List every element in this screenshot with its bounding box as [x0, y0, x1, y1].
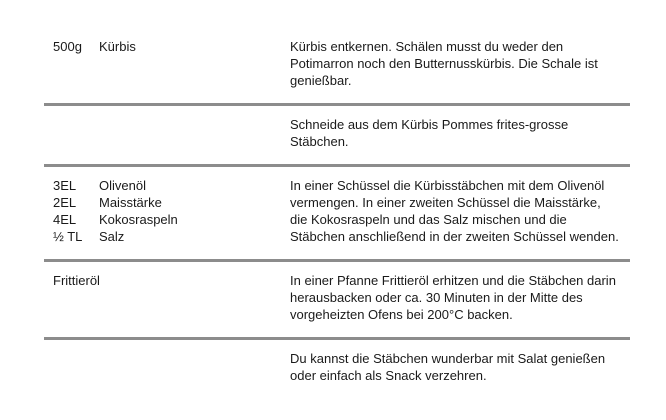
recipe-step	[44, 337, 630, 398]
ingredient-amount: 4EL	[53, 212, 77, 227]
recipe-step	[44, 28, 630, 103]
ingredient-name: Maisstärke	[99, 195, 162, 210]
ingredient-item	[53, 272, 290, 289]
ingredient-item	[53, 177, 290, 194]
step-instruction: Schneide aus dem Kürbis Pommes frites-grosse Stäbchen.	[290, 117, 569, 149]
ingredient-amount: 2EL	[53, 195, 77, 210]
ingredient-list	[44, 350, 290, 384]
ingredient-name: Olivenöl	[99, 178, 146, 193]
ingredient-item	[53, 228, 290, 245]
recipe-step	[44, 103, 630, 164]
ingredient-amount: 3EL	[53, 178, 77, 193]
recipe-step	[44, 164, 630, 259]
ingredient-name: Kürbis	[99, 39, 136, 54]
ingredient-list	[44, 177, 290, 245]
ingredient-list	[44, 38, 290, 89]
ingredient-amount: ½ TL	[53, 229, 83, 244]
ingredient-name: Frittieröl	[53, 273, 100, 288]
ingredient-item	[53, 194, 290, 211]
ingredient-amount: 500g	[53, 39, 82, 54]
ingredient-list	[44, 272, 290, 323]
step-instruction: In einer Schüssel die Kürbisstäbchen mit dem Olivenöl vermengen. In einer zweiten Schüssel die Maisstärke, die Kokosraspeln und das Salz mischen und die Stäbchen anschließend in der zweiten Schüssel wenden.	[290, 178, 619, 244]
step-instruction: Kürbis entkernen. Schälen musst du weder den Potimarron noch den Butternusskürbis. Die Schale ist genießbar.	[290, 39, 598, 88]
recipe-step	[44, 259, 630, 337]
ingredient-name: Salz	[99, 229, 125, 244]
ingredient-list	[44, 116, 290, 150]
ingredient-item	[53, 38, 290, 55]
ingredient-name: Kokosraspeln	[99, 212, 178, 227]
step-instruction: In einer Pfanne Frittieröl erhitzen und die Stäbchen darin herausbacken oder ca. 30 Minuten in der Mitte des vorgeheizten Ofens bei 200°C backen.	[290, 273, 616, 322]
ingredient-item	[53, 211, 290, 228]
recipe-steps	[44, 28, 630, 398]
step-instruction: Du kannst die Stäbchen wunderbar mit Salat genießen oder einfach als Snack verzehren.	[290, 351, 606, 383]
